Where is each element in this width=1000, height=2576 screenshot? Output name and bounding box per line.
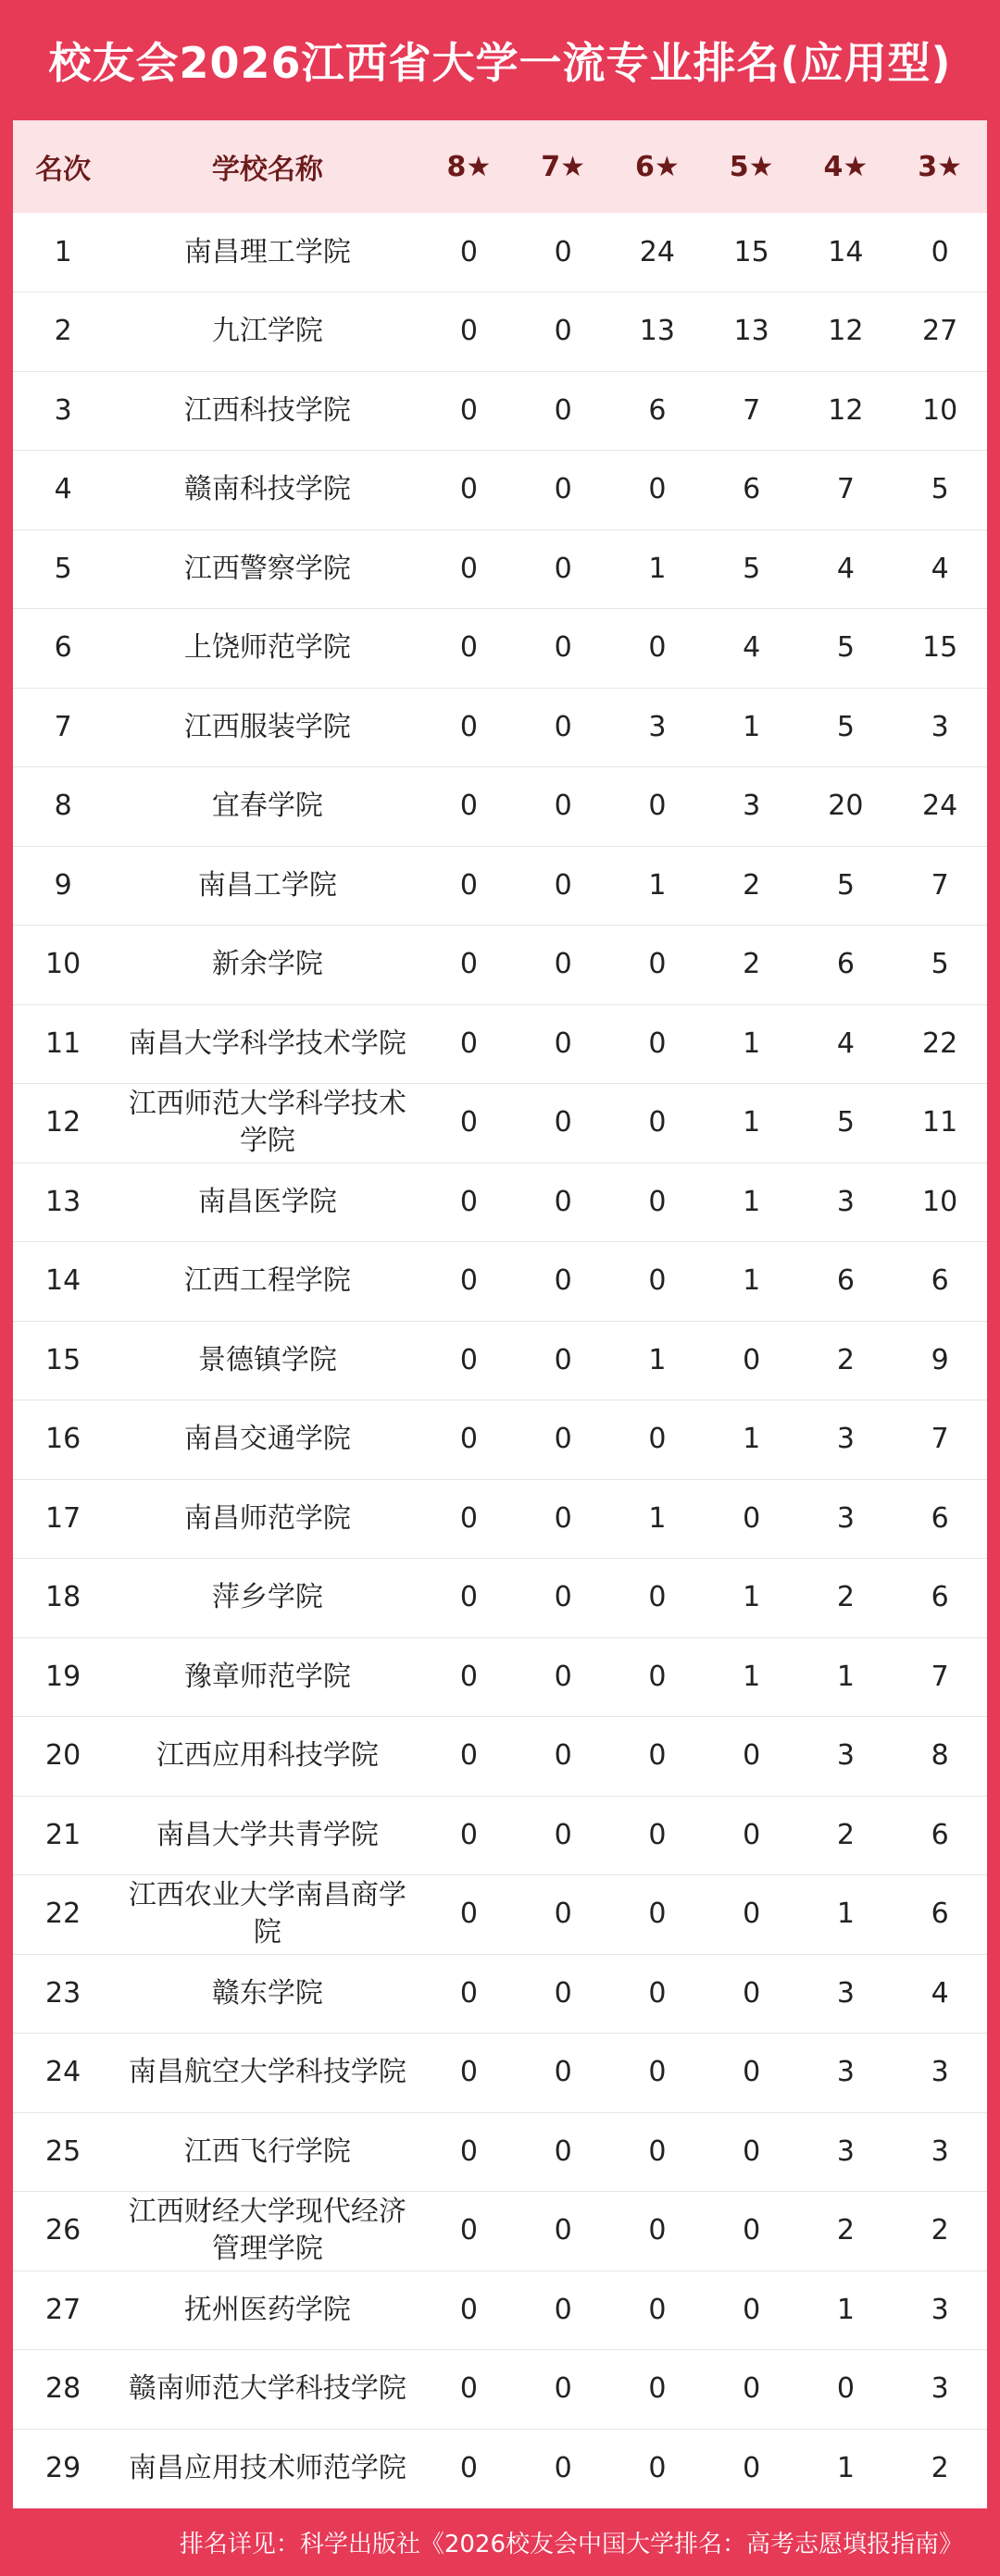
cell-school-name: 九江学院 bbox=[211, 315, 323, 348]
cell-4-star: 7 bbox=[836, 473, 855, 506]
cell-8-star: 0 bbox=[459, 1581, 478, 1614]
cell-school-name: 南昌航空大学科技学院 bbox=[128, 2056, 406, 2089]
cell-school-name: 南昌工学院 bbox=[197, 868, 337, 902]
cell-3-star: 3 bbox=[931, 2293, 949, 2326]
cell-7-star: 0 bbox=[554, 2372, 572, 2406]
cell-5-star: 0 bbox=[743, 2372, 761, 2406]
cell-3-star: 0 bbox=[931, 235, 949, 268]
header-6-star: 6★ bbox=[635, 150, 680, 183]
cell-school-name: 赣东学院 bbox=[211, 1976, 323, 2010]
cell-rank: 20 bbox=[45, 1739, 81, 1773]
cell-8-star: 0 bbox=[459, 2372, 478, 2406]
cell-8-star: 0 bbox=[459, 1898, 478, 1931]
cell-rank: 12 bbox=[45, 1106, 81, 1139]
cell-rank: 29 bbox=[45, 2452, 81, 2484]
header-4-star: 4★ bbox=[823, 150, 869, 183]
cell-3-star: 10 bbox=[922, 1185, 958, 1218]
cell-5-star: 0 bbox=[743, 1739, 761, 1773]
table-row bbox=[13, 529, 987, 609]
cell-rank: 24 bbox=[45, 2056, 81, 2089]
cell-school-name: 江西服装学院 bbox=[183, 710, 351, 743]
cell-7-star: 0 bbox=[554, 1581, 572, 1614]
cell-rank: 13 bbox=[45, 1185, 81, 1218]
ranking-table-panel bbox=[13, 120, 987, 2508]
cell-school-name: 南昌大学共青学院 bbox=[156, 1818, 379, 1851]
table-row bbox=[13, 926, 987, 1005]
cell-5-star: 0 bbox=[743, 1898, 761, 1931]
cell-7-star: 0 bbox=[554, 315, 572, 348]
header-8-star: 8★ bbox=[446, 150, 492, 183]
cell-5-star: 13 bbox=[733, 315, 769, 348]
cell-6-star: 0 bbox=[648, 2134, 667, 2168]
cell-3-star: 7 bbox=[931, 868, 949, 902]
cell-3-star: 4 bbox=[931, 552, 949, 585]
cell-4-star: 2 bbox=[836, 1818, 855, 1851]
cell-6-star: 1 bbox=[648, 1501, 667, 1535]
cell-7-star: 0 bbox=[554, 1739, 572, 1773]
table-row bbox=[13, 1479, 987, 1559]
cell-3-star: 11 bbox=[922, 1106, 958, 1139]
table-row bbox=[13, 371, 987, 451]
cell-7-star: 0 bbox=[554, 2134, 572, 2168]
cell-8-star: 0 bbox=[459, 790, 478, 823]
cell-3-star: 6 bbox=[931, 1818, 949, 1851]
table-row bbox=[13, 213, 987, 292]
cell-rank: 17 bbox=[45, 1501, 81, 1535]
header-5-star: 5★ bbox=[729, 150, 774, 183]
header-school-name: 学校名称 bbox=[211, 154, 323, 186]
table-row bbox=[13, 1875, 987, 1955]
cell-5-star: 1 bbox=[743, 1185, 761, 1218]
table-header-row bbox=[13, 120, 987, 213]
cell-8-star: 0 bbox=[459, 1264, 478, 1298]
cell-7-star: 0 bbox=[554, 1660, 572, 1693]
page-title: 校友会2026江西省大学一流专业排名(应用型) bbox=[48, 38, 952, 88]
cell-school-name: 赣南师范大学科技学院 bbox=[128, 2372, 406, 2406]
cell-school-name: 赣南科技学院 bbox=[183, 473, 351, 506]
cell-5-star: 1 bbox=[743, 1106, 761, 1139]
cell-8-star: 0 bbox=[459, 1106, 478, 1139]
cell-5-star: 0 bbox=[743, 1818, 761, 1851]
cell-6-star: 0 bbox=[648, 1027, 667, 1060]
cell-8-star: 0 bbox=[459, 315, 478, 348]
cell-6-star: 0 bbox=[648, 1739, 667, 1773]
cell-4-star: 5 bbox=[836, 868, 855, 902]
cell-8-star: 0 bbox=[459, 552, 478, 585]
cell-7-star: 0 bbox=[554, 1264, 572, 1298]
cell-3-star: 4 bbox=[931, 1976, 949, 2010]
cell-6-star: 0 bbox=[648, 2214, 667, 2247]
cell-rank: 23 bbox=[45, 1976, 81, 2010]
cell-6-star: 0 bbox=[648, 2293, 667, 2326]
cell-8-star: 0 bbox=[459, 2452, 478, 2484]
table-row bbox=[13, 1954, 987, 2034]
cell-rank: 22 bbox=[45, 1898, 81, 1931]
cell-3-star: 6 bbox=[931, 1501, 949, 1535]
table-row bbox=[13, 451, 987, 530]
cell-4-star: 14 bbox=[828, 235, 864, 268]
cell-3-star: 9 bbox=[931, 1343, 949, 1376]
cell-7-star: 0 bbox=[554, 1501, 572, 1535]
cell-8-star: 0 bbox=[459, 1027, 478, 1060]
cell-4-star: 3 bbox=[836, 2056, 855, 2089]
cell-7-star: 0 bbox=[554, 790, 572, 823]
cell-4-star: 2 bbox=[836, 1581, 855, 1614]
table-row bbox=[13, 767, 987, 847]
cell-6-star: 0 bbox=[648, 2056, 667, 2089]
cell-3-star: 6 bbox=[931, 1898, 949, 1931]
cell-rank: 21 bbox=[45, 1818, 81, 1851]
cell-school-name: 江西农业大学南昌商学院 bbox=[128, 1879, 406, 1949]
cell-6-star: 6 bbox=[648, 393, 667, 427]
table-row bbox=[13, 2192, 987, 2271]
cell-school-name: 江西师范大学科学技术学院 bbox=[128, 1088, 406, 1158]
cell-school-name: 江西应用科技学院 bbox=[156, 1739, 379, 1773]
cell-school-name: 萍乡学院 bbox=[211, 1581, 323, 1614]
cell-3-star: 3 bbox=[931, 710, 949, 743]
cell-7-star: 0 bbox=[554, 1818, 572, 1851]
cell-8-star: 0 bbox=[459, 2293, 478, 2326]
cell-6-star: 0 bbox=[648, 1581, 667, 1614]
cell-3-star: 2 bbox=[931, 2214, 949, 2247]
cell-6-star: 1 bbox=[648, 868, 667, 902]
table-row bbox=[13, 1321, 987, 1400]
cell-rank: 5 bbox=[54, 552, 72, 585]
cell-4-star: 6 bbox=[836, 948, 855, 981]
cell-school-name: 南昌应用技术师范学院 bbox=[128, 2452, 406, 2484]
cell-8-star: 0 bbox=[459, 631, 478, 665]
cell-5-star: 4 bbox=[743, 631, 761, 665]
cell-3-star: 27 bbox=[922, 315, 958, 348]
table-row bbox=[13, 2112, 987, 2192]
cell-3-star: 6 bbox=[931, 1581, 949, 1614]
cell-7-star: 0 bbox=[554, 1027, 572, 1060]
cell-8-star: 0 bbox=[459, 2214, 478, 2247]
cell-6-star: 1 bbox=[648, 552, 667, 585]
cell-5-star: 1 bbox=[743, 1660, 761, 1693]
cell-school-name: 南昌大学科学技术学院 bbox=[128, 1027, 406, 1060]
cell-8-star: 0 bbox=[459, 2134, 478, 2168]
cell-7-star: 0 bbox=[554, 868, 572, 902]
cell-3-star: 3 bbox=[931, 2372, 949, 2406]
cell-4-star: 3 bbox=[836, 1501, 855, 1535]
cell-school-name: 南昌交通学院 bbox=[183, 1423, 351, 1456]
cell-5-star: 15 bbox=[733, 235, 769, 268]
cell-3-star: 2 bbox=[931, 2452, 949, 2484]
cell-school-name: 南昌医学院 bbox=[197, 1185, 337, 1218]
cell-6-star: 0 bbox=[648, 1898, 667, 1931]
cell-rank: 14 bbox=[45, 1264, 81, 1298]
cell-6-star: 24 bbox=[639, 235, 675, 268]
cell-6-star: 0 bbox=[648, 631, 667, 665]
cell-6-star: 0 bbox=[648, 2452, 667, 2484]
cell-8-star: 0 bbox=[459, 1501, 478, 1535]
cell-4-star: 1 bbox=[836, 1898, 855, 1931]
cell-4-star: 12 bbox=[828, 315, 864, 348]
cell-4-star: 3 bbox=[836, 1976, 855, 2010]
cell-4-star: 1 bbox=[836, 2293, 855, 2326]
cell-5-star: 0 bbox=[743, 2452, 761, 2484]
cell-3-star: 24 bbox=[922, 790, 958, 823]
cell-7-star: 0 bbox=[554, 2214, 572, 2247]
cell-4-star: 3 bbox=[836, 2134, 855, 2168]
cell-school-name: 江西警察学院 bbox=[183, 552, 351, 585]
table-row bbox=[13, 2429, 987, 2508]
cell-rank: 26 bbox=[45, 2214, 81, 2247]
table-row bbox=[13, 1400, 987, 1480]
cell-school-name: 江西工程学院 bbox=[183, 1264, 351, 1298]
cell-6-star: 0 bbox=[648, 948, 667, 981]
cell-school-name: 抚州医药学院 bbox=[183, 2293, 351, 2326]
cell-rank: 1 bbox=[54, 235, 72, 268]
cell-7-star: 0 bbox=[554, 1106, 572, 1139]
cell-8-star: 0 bbox=[459, 1739, 478, 1773]
cell-7-star: 0 bbox=[554, 473, 572, 506]
cell-rank: 2 bbox=[54, 315, 72, 348]
cell-5-star: 0 bbox=[743, 2056, 761, 2089]
cell-4-star: 2 bbox=[836, 2214, 855, 2247]
cell-6-star: 0 bbox=[648, 1264, 667, 1298]
cell-3-star: 7 bbox=[931, 1423, 949, 1456]
cell-8-star: 0 bbox=[459, 1343, 478, 1376]
cell-4-star: 3 bbox=[836, 1739, 855, 1773]
cell-4-star: 1 bbox=[836, 2452, 855, 2484]
header-rank: 名次 bbox=[35, 154, 92, 186]
cell-5-star: 0 bbox=[743, 1976, 761, 2010]
cell-3-star: 7 bbox=[931, 1660, 949, 1693]
cell-7-star: 0 bbox=[554, 1423, 572, 1456]
cell-4-star: 5 bbox=[836, 710, 855, 743]
cell-6-star: 0 bbox=[648, 473, 667, 506]
cell-6-star: 0 bbox=[648, 1185, 667, 1218]
cell-3-star: 8 bbox=[931, 1739, 949, 1773]
cell-8-star: 0 bbox=[459, 1423, 478, 1456]
table-row bbox=[13, 688, 987, 767]
cell-5-star: 1 bbox=[743, 710, 761, 743]
table-row bbox=[13, 1084, 987, 1164]
cell-8-star: 0 bbox=[459, 393, 478, 427]
cell-4-star: 6 bbox=[836, 1264, 855, 1298]
cell-4-star: 1 bbox=[836, 1660, 855, 1693]
cell-7-star: 0 bbox=[554, 631, 572, 665]
cell-8-star: 0 bbox=[459, 473, 478, 506]
header-3-star: 3★ bbox=[918, 150, 962, 183]
cell-4-star: 2 bbox=[836, 1343, 855, 1376]
cell-7-star: 0 bbox=[554, 710, 572, 743]
cell-7-star: 0 bbox=[554, 393, 572, 427]
cell-5-star: 0 bbox=[743, 2134, 761, 2168]
cell-school-name: 新余学院 bbox=[211, 948, 323, 981]
cell-7-star: 0 bbox=[554, 2293, 572, 2326]
cell-6-star: 0 bbox=[648, 1106, 667, 1139]
cell-6-star: 0 bbox=[648, 1976, 667, 2010]
cell-5-star: 5 bbox=[743, 552, 761, 585]
cell-3-star: 3 bbox=[931, 2056, 949, 2089]
cell-rank: 15 bbox=[45, 1343, 81, 1376]
cell-8-star: 0 bbox=[459, 710, 478, 743]
cell-4-star: 12 bbox=[828, 393, 864, 427]
cell-rank: 7 bbox=[54, 710, 72, 743]
table-row bbox=[13, 846, 987, 926]
cell-school-name: 江西财经大学现代经济管理学院 bbox=[128, 2196, 406, 2266]
table-body bbox=[13, 213, 987, 2508]
cell-8-star: 0 bbox=[459, 2056, 478, 2089]
cell-3-star: 10 bbox=[922, 393, 958, 427]
cell-rank: 10 bbox=[45, 948, 81, 981]
cell-rank: 3 bbox=[54, 393, 72, 427]
cell-8-star: 0 bbox=[459, 1660, 478, 1693]
cell-rank: 18 bbox=[45, 1581, 81, 1614]
cell-6-star: 13 bbox=[639, 315, 675, 348]
cell-school-name: 南昌理工学院 bbox=[183, 235, 351, 268]
cell-5-star: 6 bbox=[743, 473, 761, 506]
source-footnote: 排名详见：科学出版社《2026校友会中国大学排名：高考志愿填报指南》 bbox=[179, 2531, 963, 2558]
cell-rank: 27 bbox=[45, 2293, 81, 2326]
cell-6-star: 3 bbox=[648, 710, 667, 743]
cell-rank: 9 bbox=[54, 868, 72, 902]
table-row bbox=[13, 1637, 987, 1717]
cell-rank: 16 bbox=[45, 1423, 81, 1456]
cell-rank: 8 bbox=[54, 790, 72, 823]
cell-5-star: 1 bbox=[743, 1581, 761, 1614]
cell-8-star: 0 bbox=[459, 948, 478, 981]
cell-5-star: 0 bbox=[743, 1501, 761, 1535]
cell-6-star: 0 bbox=[648, 2372, 667, 2406]
cell-7-star: 0 bbox=[554, 2452, 572, 2484]
cell-4-star: 5 bbox=[836, 1106, 855, 1139]
cell-8-star: 0 bbox=[459, 1818, 478, 1851]
table-row bbox=[13, 1717, 987, 1797]
cell-8-star: 0 bbox=[459, 1976, 478, 2010]
cell-3-star: 22 bbox=[922, 1027, 958, 1060]
cell-7-star: 0 bbox=[554, 235, 572, 268]
cell-school-name: 景德镇学院 bbox=[197, 1343, 337, 1376]
table-row bbox=[13, 2034, 987, 2113]
cell-8-star: 0 bbox=[459, 868, 478, 902]
cell-6-star: 0 bbox=[648, 1818, 667, 1851]
cell-5-star: 7 bbox=[743, 393, 761, 427]
cell-school-name: 上饶师范学院 bbox=[183, 631, 351, 665]
cell-7-star: 0 bbox=[554, 2056, 572, 2089]
cell-5-star: 0 bbox=[743, 2293, 761, 2326]
cell-8-star: 0 bbox=[459, 1185, 478, 1218]
cell-school-name: 宜春学院 bbox=[211, 790, 323, 823]
cell-4-star: 3 bbox=[836, 1185, 855, 1218]
table-row bbox=[13, 609, 987, 689]
cell-6-star: 1 bbox=[648, 1343, 667, 1376]
cell-7-star: 0 bbox=[554, 1976, 572, 2010]
cell-rank: 19 bbox=[45, 1660, 81, 1693]
cell-5-star: 1 bbox=[743, 1423, 761, 1456]
cell-3-star: 6 bbox=[931, 1264, 949, 1298]
cell-7-star: 0 bbox=[554, 1898, 572, 1931]
cell-4-star: 4 bbox=[836, 552, 855, 585]
table-row bbox=[13, 292, 987, 372]
cell-7-star: 0 bbox=[554, 1185, 572, 1218]
cell-4-star: 5 bbox=[836, 631, 855, 665]
cell-6-star: 0 bbox=[648, 790, 667, 823]
cell-8-star: 0 bbox=[459, 235, 478, 268]
cell-5-star: 1 bbox=[743, 1027, 761, 1060]
table-row bbox=[13, 1559, 987, 1638]
cell-4-star: 0 bbox=[836, 2372, 855, 2406]
cell-school-name: 江西科技学院 bbox=[183, 393, 351, 427]
cell-3-star: 5 bbox=[931, 473, 949, 506]
ranking-table bbox=[13, 120, 987, 2508]
cell-rank: 4 bbox=[54, 473, 72, 506]
cell-4-star: 3 bbox=[836, 1423, 855, 1456]
header-7-star: 7★ bbox=[541, 150, 586, 183]
cell-school-name: 豫章师范学院 bbox=[183, 1660, 351, 1693]
cell-5-star: 2 bbox=[743, 948, 761, 981]
table-row bbox=[13, 1796, 987, 1875]
cell-rank: 25 bbox=[45, 2134, 81, 2168]
cell-5-star: 0 bbox=[743, 2214, 761, 2247]
cell-6-star: 0 bbox=[648, 1660, 667, 1693]
cell-3-star: 3 bbox=[931, 2134, 949, 2168]
cell-school-name: 江西飞行学院 bbox=[183, 2134, 351, 2168]
cell-rank: 11 bbox=[45, 1027, 81, 1060]
cell-7-star: 0 bbox=[554, 1343, 572, 1376]
cell-rank: 6 bbox=[54, 631, 72, 665]
cell-5-star: 3 bbox=[743, 790, 761, 823]
cell-6-star: 0 bbox=[648, 1423, 667, 1456]
cell-4-star: 4 bbox=[836, 1027, 855, 1060]
cell-rank: 28 bbox=[45, 2372, 81, 2406]
table-row bbox=[13, 2271, 987, 2350]
cell-5-star: 0 bbox=[743, 1343, 761, 1376]
cell-5-star: 1 bbox=[743, 1264, 761, 1298]
cell-7-star: 0 bbox=[554, 552, 572, 585]
table-row bbox=[13, 1163, 987, 1242]
cell-3-star: 15 bbox=[922, 631, 958, 665]
cell-3-star: 5 bbox=[931, 948, 949, 981]
table-row bbox=[13, 1242, 987, 1322]
table-row bbox=[13, 2350, 987, 2430]
table-row bbox=[13, 1004, 987, 1084]
cell-school-name: 南昌师范学院 bbox=[183, 1501, 351, 1535]
cell-5-star: 2 bbox=[743, 868, 761, 902]
cell-7-star: 0 bbox=[554, 948, 572, 981]
cell-4-star: 20 bbox=[828, 790, 864, 823]
